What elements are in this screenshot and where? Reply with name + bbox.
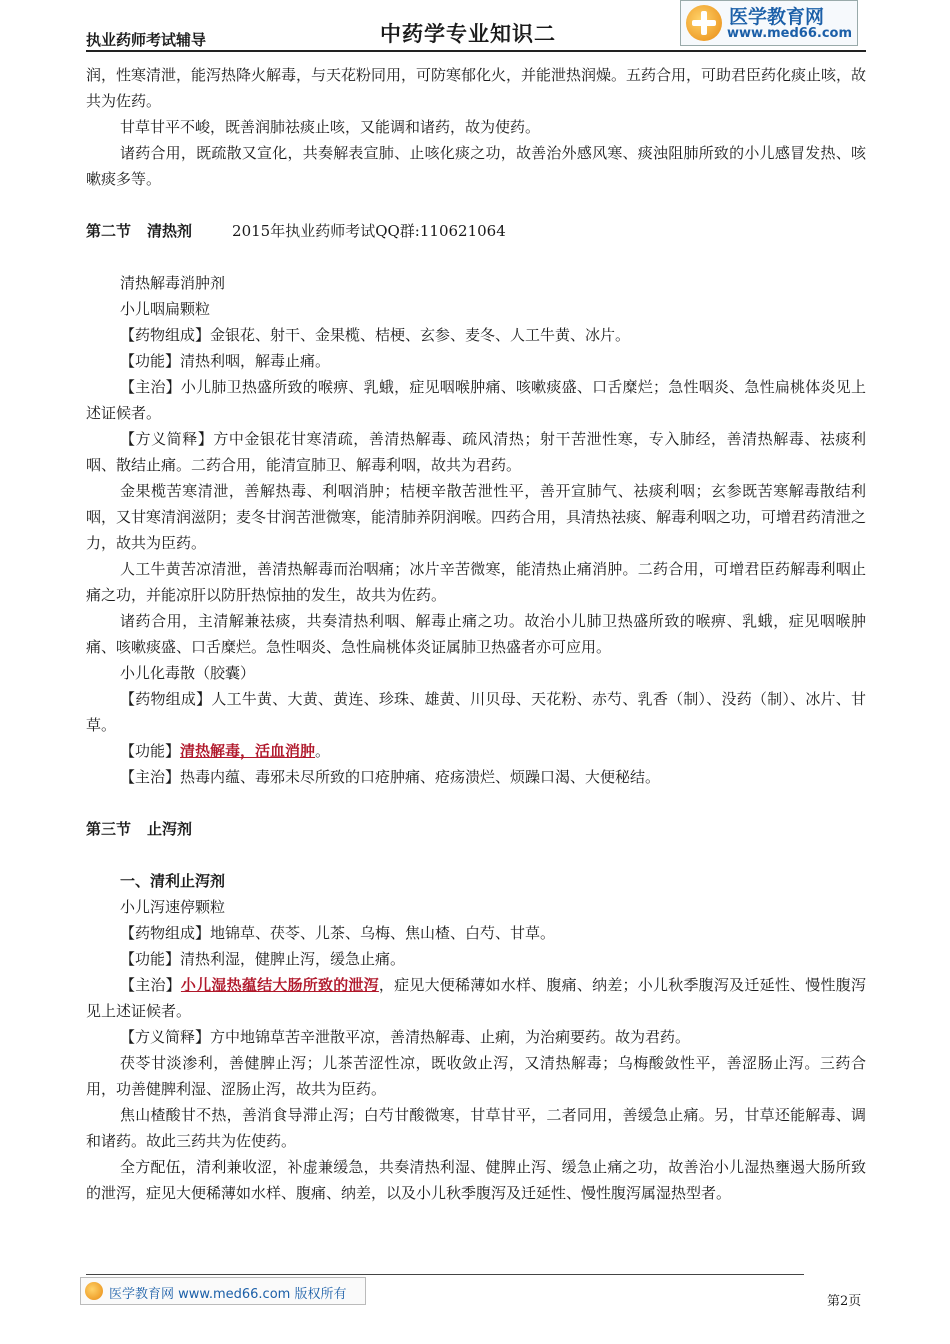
qq-group-note: 2015年执业药师考试QQ群:110621064 <box>232 222 506 240</box>
header-series-label: 执业药师考试辅导 <box>86 31 207 49</box>
drug-composition: 【药物组成】地锦草、茯苓、儿茶、乌梅、焦山楂、白芍、甘草。 <box>120 924 556 942</box>
cross-logo-icon <box>686 5 722 41</box>
subsection-title: 一、清利止泻剂 <box>120 872 226 890</box>
paragraph: 诸药合用，既疏散又宣化，共奏解表宣肺、止咳化痰之功，故善治外感风寒、痰浊阻肺所致的小儿感冒发热、咳嗽痰多等。 <box>86 144 866 188</box>
paragraph: 诸药合用，主清解兼祛痰，共奏清热利咽、解毒止痛之功。故治小儿肺卫热盛所致的喉痹、乳蛾，症见咽喉肿痛、咳嗽痰盛、口舌糜烂。急性咽炎、急性扁桃体炎证属肺卫热盛者亦可应用。 <box>86 612 866 656</box>
paragraph: 全方配伍，清利兼收涩，补虚兼缓急，共奏清热利湿、健脾止泻、缓急止痛之功，故善治小儿湿热壅遏大肠所致的泄泻，症见大便稀薄如水样、腹痛、纳差，以及小儿秋季腹泻及迁延性、慢性腹泻属湿热型者。 <box>86 1158 866 1202</box>
footer-divider <box>86 1274 804 1275</box>
indication-text: ，症见大便稀薄如水样、腹痛、纳差；小儿秋季腹泻及迁延性、慢性腹泻见上述证候者。 <box>86 976 866 1020</box>
paragraph: 润，性寒清泄，能泻热降火解毒，与天花粉同用，可防寒郁化火，并能泄热润燥。五药合用，可助君臣药化痰止咳，故共为佐药。 <box>86 66 867 110</box>
punctuation: 。 <box>315 742 331 760</box>
drug-indication <box>86 972 866 1024</box>
logo-brand-name: 医学教育网 <box>729 6 825 28</box>
drug-function: 【功能】清热利咽，解毒止痛。 <box>120 352 331 370</box>
field-label: 【主治】 <box>120 976 181 994</box>
paragraph: 甘草甘平不峻，既善润肺祛痰止咳，又能调和诸药，故为使药。 <box>120 118 541 136</box>
footer-copyright: 医学教育网 www.med66.com 版权所有 <box>109 1287 347 1302</box>
drug-formula-explanation: 【方义简释】方中金银花甘寒清疏，善清热解毒、疏风清热；射干苦泄性寒，专入肺经，善清热解毒、祛痰利咽、散结止痛。二药合用，能清宣肺卫、解毒利咽，故共为君药。 <box>86 430 866 474</box>
highlighted-text: 小儿湿热蕴结大肠所致的泄泻 <box>180 976 379 994</box>
drug-composition: 【药物组成】金银花、射干、金果榄、桔梗、玄参、麦冬、人工牛黄、冰片。 <box>120 326 631 344</box>
logo-url: www.med66.com <box>727 26 853 41</box>
drug-function <box>86 738 866 764</box>
header-divider <box>86 50 866 52</box>
drug-composition: 【药物组成】人工牛黄、大黄、黄连、珍珠、雄黄、川贝母、天花粉、赤芍、乳香（制）、没药（制）、冰片、甘草。 <box>86 690 866 734</box>
paragraph: 茯苓甘淡渗利，善健脾止泻；儿茶苦涩性凉，既收敛止泻，又清热解毒；乌梅酸敛性平，善涩肠止泻。三药合用，功善健脾利湿、涩肠止泻，故共为臣药。 <box>86 1054 866 1098</box>
page-header <box>86 0 866 52</box>
section-number: 第二节 <box>86 222 132 240</box>
subsection-title: 清热解毒消肿剂 <box>120 274 226 292</box>
drug-formula-explanation: 【方义简释】方中地锦草苦辛泄散平凉，善清热解毒、止痢，为治痢要药。故为君药。 <box>120 1028 691 1046</box>
highlighted-text: 清热解毒，活血消肿 <box>180 742 316 760</box>
drug-indication: 【主治】小儿肺卫热盛所致的喉痹、乳蛾，症见咽喉肿痛、咳嗽痰盛、口舌糜烂；急性咽炎、急性扁桃体炎见上述证候者。 <box>86 378 866 422</box>
drug-name: 小儿化毒散（胶囊） <box>120 664 256 682</box>
med66-logo[interactable] <box>680 0 858 46</box>
header-title: 中药学专业知识二 <box>380 22 556 46</box>
document-body <box>86 62 866 1206</box>
section-name: 清热剂 <box>147 222 193 240</box>
paragraph: 焦山楂酸甘不热，善消食导滞止泻；白芍甘酸微寒，甘草甘平，二者同用，善缓急止痛。另，甘草还能解毒、调和诸药。故此三药共为佐使药。 <box>86 1106 866 1150</box>
drug-indication: 【主治】热毒内蕴、毒邪未尽所致的口疮肿痛、疮疡溃烂、烦躁口渴、大便秘结。 <box>120 768 661 786</box>
paragraph: 人工牛黄苦凉清泄，善清热解毒而治咽痛；冰片辛苦微寒，能清热止痛消肿。二药合用，可增君臣药解毒利咽止痛之功，并能凉肝以防肝热惊抽的发生，故共为佐药。 <box>86 560 866 604</box>
section-name: 止泻剂 <box>147 820 193 838</box>
section-number: 第三节 <box>86 820 132 838</box>
drug-name: 小儿咽扁颗粒 <box>120 300 211 318</box>
drug-function: 【功能】清热利湿，健脾止泻，缓急止痛。 <box>120 950 406 968</box>
cross-logo-icon <box>85 1282 103 1300</box>
field-label: 【功能】 <box>120 742 181 760</box>
section-heading-2 <box>86 218 866 244</box>
drug-name: 小儿泻速停颗粒 <box>120 898 226 916</box>
page-number: 第2页 <box>827 1294 862 1309</box>
section-heading-3 <box>86 816 866 842</box>
footer-logo[interactable] <box>80 1277 366 1305</box>
paragraph: 金果榄苦寒清泄，善解热毒、利咽消肿；桔梗辛散苦泄性平，善开宣肺气、祛痰利咽；玄参既苦寒解毒散结利咽，又甘寒清润滋阴；麦冬甘润苦泄微寒，能清肺养阴润喉。四药合用，具清热祛痰、解毒利咽之功，可增君药清泄之力，故共为臣药。 <box>86 482 867 552</box>
